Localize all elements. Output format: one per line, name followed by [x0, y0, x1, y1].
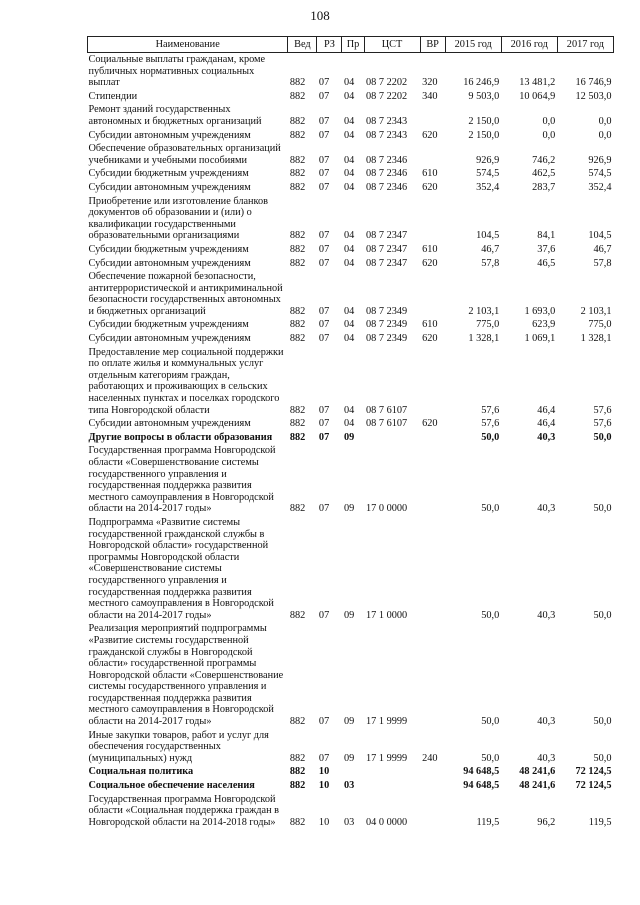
cell-pr: 04: [343, 404, 355, 416]
cell-rz: 07: [318, 305, 330, 317]
cell-cst: 08 7 2349: [366, 305, 408, 317]
cell-2015: 926,9: [476, 154, 500, 166]
header-rz: РЗ: [317, 37, 342, 53]
cell-ved: 882: [289, 129, 306, 141]
cell-cst: 08 7 6107: [366, 404, 408, 416]
cell-ved: 882: [289, 404, 306, 416]
cell-ved: 882: [289, 431, 306, 443]
table-row: [88, 318, 614, 332]
cell-name: Социальные выплаты гражданам, кроме публичных нормативных социальных выплат: [88, 54, 266, 89]
cell-name: Приобретение или изготовление бланков документов об образовании и (или) о квалификации государственными образовательными организациями: [88, 195, 269, 242]
cell-pr: 09: [343, 752, 355, 764]
cell-rz: 07: [318, 90, 330, 102]
header-pr: Пр: [342, 37, 364, 53]
cell-rz: 07: [318, 168, 330, 180]
table-row: [88, 793, 614, 830]
header-name: Наименование: [88, 37, 288, 53]
table-row: [88, 167, 614, 181]
cell-name: Субсидии автономным учреждениям: [88, 418, 251, 430]
cell-cst: 08 7 2346: [366, 154, 408, 166]
cell-pr: 04: [343, 319, 355, 331]
cell-name: Социальное обеспечение населения: [88, 780, 255, 792]
cell-2015: 50,0: [481, 609, 500, 621]
cell-name: Субсидии бюджетным учреждениям: [88, 168, 249, 180]
cell-2015: 50,0: [481, 752, 500, 764]
cell-2016: 48 241,6: [519, 766, 556, 778]
cell-pr: 04: [343, 90, 355, 102]
cell-2017: 104,5: [588, 230, 612, 242]
cell-ved: 882: [289, 168, 306, 180]
cell-2017: 352,4: [588, 181, 612, 193]
table-row: [88, 103, 614, 128]
cell-pr: 04: [343, 181, 355, 193]
cell-2015: 574,5: [476, 168, 500, 180]
cell-ved: 882: [289, 503, 306, 515]
cell-ved: 882: [289, 333, 306, 345]
cell-2015: 352,4: [476, 181, 500, 193]
cell-2016: 37,6: [537, 243, 556, 255]
cell-cst: [364, 431, 420, 445]
cell-2015: 775,0: [476, 319, 500, 331]
cell-pr: 04: [343, 257, 355, 269]
cell-cst: 08 7 2347: [366, 243, 408, 255]
cell-2016: 623,9: [532, 319, 556, 331]
budget-table: [87, 36, 614, 829]
cell-rz: 07: [318, 77, 330, 89]
cell-2016: 46,5: [537, 257, 556, 269]
table-row: [88, 142, 614, 167]
cell-2015: 2 150,0: [468, 129, 500, 141]
cell-2017: 50,0: [593, 431, 612, 443]
cell-vr: [420, 444, 445, 516]
cell-2015: 119,5: [476, 816, 500, 828]
cell-pr: 04: [343, 333, 355, 345]
cell-vr: 620: [422, 418, 438, 430]
cell-vr: [420, 103, 445, 128]
cell-2017: 0,0: [598, 129, 612, 141]
cell-2016: 1 693,0: [524, 305, 556, 317]
cell-2015: 57,8: [481, 257, 500, 269]
cell-name: Обеспечение образовательных организаций учебниками и учебными пособиями: [88, 143, 281, 166]
cell-cst: 08 7 2202: [366, 90, 408, 102]
cell-rz: 07: [318, 752, 330, 764]
table-row: [88, 53, 614, 90]
cell-vr: [420, 431, 445, 445]
header-2015: 2015 год: [445, 37, 501, 53]
cell-rz: 07: [318, 257, 330, 269]
cell-ved: 882: [289, 766, 306, 778]
cell-vr: [420, 346, 445, 418]
cell-cst: 04 0 0000: [366, 816, 408, 828]
cell-2015: 2 103,1: [468, 305, 500, 317]
cell-pr: 09: [343, 716, 355, 728]
cell-vr: 240: [422, 752, 438, 764]
cell-2017: 0,0: [598, 115, 612, 127]
cell-rz: 07: [318, 404, 330, 416]
cell-cst: 08 7 2346: [366, 181, 408, 193]
cell-2017: 574,5: [588, 168, 612, 180]
table-row: [88, 270, 614, 318]
cell-ved: 882: [289, 609, 306, 621]
cell-2017: 57,8: [593, 257, 612, 269]
cell-2017: 46,7: [593, 243, 612, 255]
table-row: [88, 765, 614, 779]
cell-ved: 882: [289, 816, 306, 828]
cell-cst: [364, 765, 420, 779]
cell-ved: 882: [289, 115, 306, 127]
cell-2016: 84,1: [537, 230, 556, 242]
cell-2016: 0,0: [542, 129, 556, 141]
cell-ved: 882: [289, 230, 306, 242]
table-body: [88, 53, 614, 830]
cell-vr: 620: [422, 129, 438, 141]
cell-pr: 04: [343, 418, 355, 430]
cell-cst: 08 7 2343: [366, 129, 408, 141]
cell-rz: 07: [318, 129, 330, 141]
cell-2015: 1 328,1: [468, 333, 500, 345]
cell-vr: 610: [422, 319, 438, 331]
cell-2017: 72 124,5: [575, 780, 612, 792]
cell-ved: 882: [289, 319, 306, 331]
cell-2017: 2 103,1: [580, 305, 612, 317]
cell-name: Государственная программа Новгородской области «Социальная поддержка граждан в Новгородской области на 2014-2018 годы»: [88, 793, 280, 828]
header-2017: 2017 год: [557, 37, 613, 53]
cell-2016: 46,4: [537, 418, 556, 430]
cell-ved: 882: [289, 780, 306, 792]
cell-2015: 57,6: [481, 418, 500, 430]
cell-vr: 320: [422, 77, 438, 89]
cell-name: Другие вопросы в области образования: [88, 431, 273, 443]
cell-pr: 09: [343, 503, 355, 515]
cell-vr: [420, 516, 445, 622]
cell-pr: 03: [343, 816, 355, 828]
cell-ved: 882: [289, 243, 306, 255]
cell-pr: 04: [343, 77, 355, 89]
cell-ved: 882: [289, 154, 306, 166]
cell-cst: 08 7 2343: [366, 115, 408, 127]
cell-name: Обеспечение пожарной безопасности, антитеррористической и антикриминальной безопасности государственных автономных и бюджетных организаций: [88, 271, 283, 317]
cell-name: Ремонт зданий государственных автономных и бюджетных организаций: [88, 104, 262, 127]
cell-2016: 1 069,1: [524, 333, 556, 345]
cell-rz: 07: [318, 181, 330, 193]
table-row: [88, 90, 614, 104]
cell-2016: 40,3: [537, 752, 556, 764]
cell-cst: 08 7 2346: [366, 168, 408, 180]
cell-cst: 08 7 2202: [366, 77, 408, 89]
table-row: [88, 444, 614, 516]
cell-cst: 17 1 9999: [366, 716, 408, 728]
cell-cst: [364, 779, 420, 793]
cell-2015: 46,7: [481, 243, 500, 255]
cell-rz: 07: [318, 418, 330, 430]
cell-cst: 17 1 9999: [366, 752, 408, 764]
cell-rz: 07: [318, 243, 330, 255]
cell-2017: 50,0: [593, 503, 612, 515]
table-row: [88, 243, 614, 257]
cell-rz: 10: [318, 766, 330, 778]
cell-2016: 48 241,6: [519, 780, 556, 792]
cell-ved: 882: [289, 90, 306, 102]
header-2016: 2016 год: [501, 37, 557, 53]
cell-pr: 04: [343, 305, 355, 317]
cell-2017: 57,6: [593, 418, 612, 430]
cell-pr: 04: [343, 129, 355, 141]
header-cst: ЦСТ: [364, 37, 420, 53]
cell-ved: 882: [289, 181, 306, 193]
cell-name: Социальная политика: [88, 766, 194, 778]
cell-rz: 07: [318, 503, 330, 515]
cell-name: Стипендии: [88, 90, 138, 102]
cell-name: Государственная программа Новгородской области «Совершенствование системы государственного управления и государственная поддержка развития местного самоуправления в Новгородской области на 2014-2017 годы»: [88, 445, 276, 515]
cell-2017: 16 746,9: [575, 77, 612, 89]
cell-2017: 50,0: [593, 609, 612, 621]
cell-2017: 50,0: [593, 716, 612, 728]
table-row: [88, 181, 614, 195]
cell-name: Иные закупки товаров, работ и услуг для обеспечения государственных (муниципальных) нужд: [88, 729, 269, 764]
cell-2016: 10 064,9: [519, 90, 556, 102]
cell-2016: 40,3: [537, 716, 556, 728]
cell-cst: 08 7 2349: [366, 333, 408, 345]
cell-2017: 12 503,0: [575, 90, 612, 102]
table-row: [88, 431, 614, 445]
cell-pr: 04: [343, 230, 355, 242]
cell-ved: 882: [289, 305, 306, 317]
cell-2015: 2 150,0: [468, 115, 500, 127]
cell-rz: 07: [318, 154, 330, 166]
table-row: [88, 129, 614, 143]
cell-name: Субсидии автономным учреждениям: [88, 181, 251, 193]
table-row: [88, 195, 614, 243]
cell-rz: 10: [318, 816, 330, 828]
cell-pr: 04: [343, 168, 355, 180]
cell-rz: 07: [318, 609, 330, 621]
table-header-row: [88, 37, 614, 53]
cell-vr: [420, 779, 445, 793]
cell-pr: 04: [343, 243, 355, 255]
cell-2016: 13 481,2: [519, 77, 556, 89]
cell-ved: 882: [289, 257, 306, 269]
cell-pr: 03: [343, 780, 355, 792]
cell-2015: 16 246,9: [463, 77, 500, 89]
cell-rz: 07: [318, 230, 330, 242]
cell-name: Субсидии автономным учреждениям: [88, 257, 251, 269]
table-row: [88, 729, 614, 766]
cell-2015: 57,6: [481, 404, 500, 416]
cell-2017: 1 328,1: [580, 333, 612, 345]
cell-vr: [420, 142, 445, 167]
cell-cst: 17 1 0000: [366, 609, 408, 621]
cell-name: Субсидии бюджетным учреждениям: [88, 319, 249, 331]
cell-2017: 72 124,5: [575, 766, 612, 778]
cell-vr: [420, 622, 445, 728]
cell-cst: 08 7 2347: [366, 257, 408, 269]
cell-ved: 882: [289, 716, 306, 728]
header-ved: Вед: [288, 37, 317, 53]
cell-cst: 17 0 0000: [366, 503, 408, 515]
cell-vr: 620: [422, 181, 438, 193]
table-row: [88, 346, 614, 418]
cell-2017: 926,9: [588, 154, 612, 166]
cell-2016: 40,3: [537, 431, 556, 443]
table-row: [88, 257, 614, 271]
cell-2016: 462,5: [532, 168, 556, 180]
cell-2016: 40,3: [537, 609, 556, 621]
cell-2015: 50,0: [481, 431, 500, 443]
cell-rz: 07: [318, 716, 330, 728]
cell-2017: 775,0: [588, 319, 612, 331]
table-row: [88, 622, 614, 728]
cell-2016: 283,7: [532, 181, 556, 193]
cell-ved: 882: [289, 418, 306, 430]
cell-2015: 94 648,5: [463, 780, 500, 792]
cell-vr: 620: [422, 333, 438, 345]
cell-rz: 07: [318, 115, 330, 127]
cell-name: Реализация мероприятий подпрограммы «Развитие системы государственной гражданской службы в Новгородской области» государственной программы Новгородской области «Совершенствование системы государственного управления и государственная поддержка развития местного самоуправления в Новгородской области на 2014-2017 годы»: [88, 623, 284, 728]
cell-vr: [420, 765, 445, 779]
cell-rz: 10: [318, 780, 330, 792]
cell-vr: 610: [422, 168, 438, 180]
cell-2016: 0,0: [542, 115, 556, 127]
cell-name: Подпрограмма «Развитие системы государственной гражданской службы в Новгородской области» государственной программы Новгородской области «Совершенствование системы государственного управления и государственная поддержка развития местного самоуправления в Новгородской области на 2014-2017 годы»: [88, 516, 274, 621]
cell-2017: 57,6: [593, 404, 612, 416]
header-vr: ВР: [420, 37, 445, 53]
cell-2017: 119,5: [588, 816, 612, 828]
cell-vr: [420, 793, 445, 830]
cell-2015: 50,0: [481, 716, 500, 728]
cell-cst: 08 7 2349: [366, 319, 408, 331]
table-row: [88, 417, 614, 431]
cell-2015: 9 503,0: [468, 90, 500, 102]
cell-rz: 07: [318, 431, 330, 443]
cell-2017: 50,0: [593, 752, 612, 764]
table-row: [88, 779, 614, 793]
cell-rz: 07: [318, 333, 330, 345]
cell-vr: [420, 270, 445, 318]
cell-vr: [420, 195, 445, 243]
page-number: 108: [310, 8, 330, 23]
cell-name: Субсидии автономным учреждениям: [88, 333, 251, 345]
cell-vr: 610: [422, 243, 438, 255]
cell-vr: 620: [422, 257, 438, 269]
cell-ved: 882: [289, 752, 306, 764]
cell-pr: 04: [343, 115, 355, 127]
cell-cst: 08 7 6107: [366, 418, 408, 430]
cell-pr: 04: [343, 154, 355, 166]
cell-cst: 08 7 2347: [366, 230, 408, 242]
cell-pr: [342, 765, 364, 779]
cell-name: Субсидии бюджетным учреждениям: [88, 243, 249, 255]
table-row: [88, 516, 614, 622]
cell-2016: 96,2: [537, 816, 556, 828]
cell-2016: 746,2: [532, 154, 556, 166]
cell-vr: 340: [422, 90, 438, 102]
cell-pr: 09: [343, 609, 355, 621]
cell-rz: 07: [318, 319, 330, 331]
cell-2016: 40,3: [537, 503, 556, 515]
cell-name: Предоставление мер социальной поддержки по оплате жилья и коммунальных услуг отдельным категориям граждан, работающих и проживающих в сельских населенных пунктах и поселках городского типа Новгородской области: [88, 346, 284, 416]
table-row: [88, 332, 614, 346]
cell-ved: 882: [289, 77, 306, 89]
cell-2015: 104,5: [476, 230, 500, 242]
cell-2015: 50,0: [481, 503, 500, 515]
cell-2015: 94 648,5: [463, 766, 500, 778]
cell-pr: 09: [343, 431, 355, 443]
cell-name: Субсидии автономным учреждениям: [88, 129, 251, 141]
cell-2016: 46,4: [537, 404, 556, 416]
